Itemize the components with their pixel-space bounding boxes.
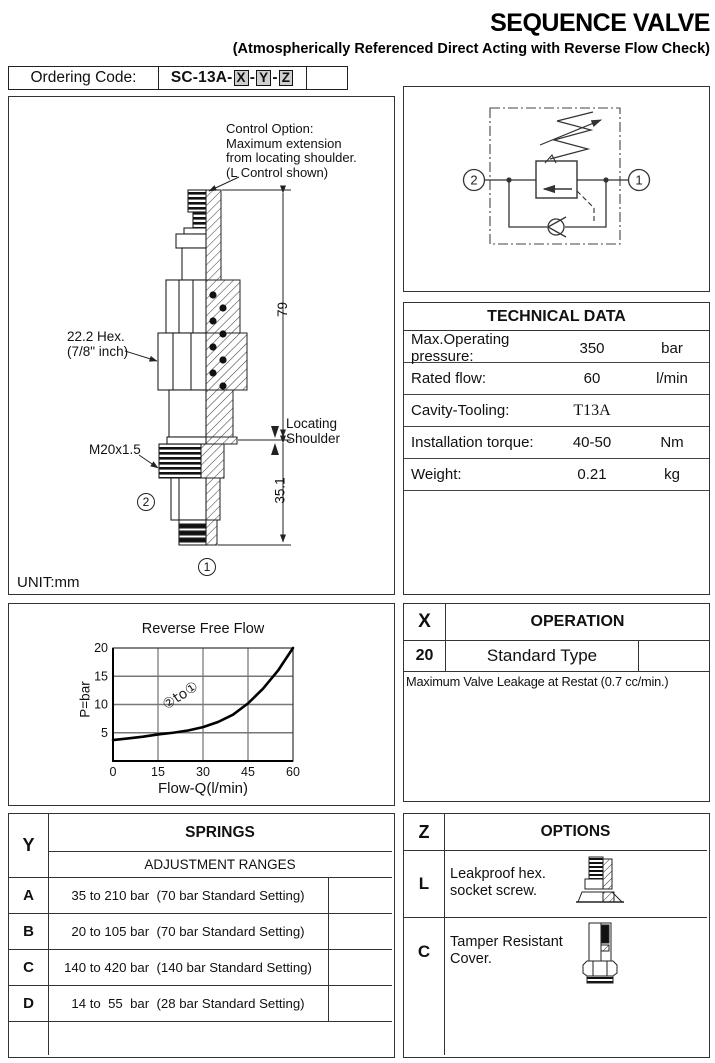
page-subtitle: (Atmospherically Referenced Direct Acting with Reverse Flow Check): [232, 41, 710, 57]
option-row-c-label: [450, 934, 563, 968]
hex-size-line1: 22.2 Hex.: [67, 329, 125, 344]
operation-row-empty-cell: [639, 641, 709, 671]
junction-dot-left: [506, 177, 511, 182]
tech-label: Cavity-Tooling:: [411, 402, 510, 419]
options-panel: [403, 813, 710, 1058]
springs-row-divider-4: [9, 1021, 392, 1022]
chart-title: Reverse Free Flow: [141, 621, 265, 637]
tech-row-torque: [404, 427, 709, 459]
locating-shoulder-label: [286, 417, 340, 446]
spring-symbol: [550, 112, 593, 159]
tech-unit: bar: [661, 339, 683, 357]
spring-row-b-code: B: [23, 922, 34, 940]
schematic-panel: [403, 86, 710, 292]
tech-value: 0.21: [577, 466, 607, 483]
operation-row-code: 20: [404, 641, 446, 671]
ordering-code-z: Z: [279, 70, 293, 86]
svg-text:15: 15: [94, 669, 108, 684]
control-note-line4: (L Control shown): [226, 164, 329, 180]
springs-subtitle: ADJUSTMENT RANGES: [144, 856, 296, 872]
tech-value: 40-50: [572, 434, 612, 451]
ordering-code-empty-cell: [307, 67, 347, 89]
operation-row-label: Standard Type: [446, 641, 639, 671]
tech-label: Installation torque:: [411, 434, 534, 451]
springs-title: SPRINGS: [185, 823, 255, 841]
svg-text:20: 20: [94, 641, 108, 655]
locating-line2: Shoulder: [286, 430, 341, 446]
options-title: OPTIONS: [540, 823, 611, 840]
page-title: SEQUENCE VALVE: [490, 9, 710, 37]
schematic-port-2-text: 2: [470, 172, 478, 188]
spring-row-a-label: 35 to 210 bar (70 bar Standard Setting): [71, 887, 305, 903]
valve-drawing-panel: [8, 96, 395, 595]
dim-79-label: 79: [275, 301, 291, 318]
hex-size-label: [67, 330, 128, 359]
springs-key: Y: [22, 835, 35, 855]
flow-chart-panel: [8, 603, 395, 806]
springs-empty-column-divider: [328, 877, 329, 1021]
adjustment-arrow: [540, 120, 601, 145]
chart-x-axis-label: Flow-Q(l/min): [158, 780, 248, 797]
option-l-line1: Leakproof hex.: [450, 866, 546, 882]
thread-size-label: M20x1.5: [89, 442, 141, 457]
dash-2: -: [272, 69, 278, 86]
svg-text:10: 10: [94, 697, 108, 712]
valve-body-square: [536, 161, 577, 198]
spring-row-c-label: 140 to 420 bar (140 bar Standard Setting): [64, 959, 312, 975]
tech-row-weight: [404, 459, 709, 491]
svg-text:30: 30: [196, 765, 210, 779]
check-valve-ball: [548, 219, 564, 235]
tech-value: 60: [583, 370, 601, 387]
leakproof-screw-icon: [572, 854, 630, 912]
tech-value: 350: [579, 339, 605, 357]
spring-row-a-code: A: [23, 886, 34, 904]
tech-unit: l/min: [656, 370, 688, 387]
option-l-line2: socket screw.: [450, 883, 538, 899]
option-row-l-label: [450, 866, 546, 900]
junction-dot-right: [603, 177, 608, 182]
tech-unit: kg: [664, 466, 680, 483]
schematic-port-1-text: 1: [635, 172, 643, 188]
svg-text:0: 0: [109, 765, 117, 779]
hex-size-line2: (7/8" inch): [67, 343, 129, 359]
control-note-line1: Control Option:: [226, 121, 314, 136]
check-valve-seat: [548, 217, 566, 237]
dash-1: -: [249, 69, 256, 86]
tech-label: Weight:: [411, 466, 462, 483]
spring-row-c-code: C: [23, 958, 34, 976]
ordering-code-label: Ordering Code:: [9, 67, 159, 89]
port-2-label: 2: [137, 493, 155, 511]
ordering-code-value: [159, 67, 307, 89]
svg-text:15: 15: [151, 765, 165, 779]
operation-panel: [403, 603, 710, 802]
control-note-line3: from locating shoulder.: [226, 150, 357, 165]
chart-curve-annotation: ②to①: [159, 678, 202, 714]
flow-lines: [485, 180, 628, 227]
operation-note: Maximum Valve Leakage at Restat (0.7 cc/min.): [406, 674, 669, 689]
locating-line1: Locating: [286, 416, 338, 431]
options-row-divider: [404, 917, 707, 918]
spring-row-d-code: D: [23, 994, 34, 1012]
options-key: Z: [418, 821, 430, 842]
svg-text:45: 45: [241, 765, 255, 779]
ordering-code-prefix: SC-13A-: [170, 69, 233, 86]
port-1-label: 1: [198, 558, 216, 576]
technical-data-panel: [403, 302, 710, 595]
operation-title: OPERATION: [530, 613, 625, 630]
spring-row-d-label: 14 to 55 bar (28 bar Standard Setting): [71, 995, 305, 1011]
ordering-code-table: [8, 66, 348, 90]
unit-label: UNIT:mm: [17, 574, 80, 591]
options-header-divider: [404, 850, 707, 851]
tech-row-flow: [404, 363, 709, 395]
tech-unit: Nm: [660, 434, 684, 451]
control-note-line2: Maximum extension: [226, 135, 342, 151]
springs-panel: [8, 813, 395, 1058]
svg-text:60: 60: [286, 765, 300, 779]
tech-label: Max.Operating pressure:: [411, 331, 510, 365]
tech-label: Rated flow:: [411, 370, 487, 387]
control-option-note: [226, 122, 357, 180]
option-c-line2: Cover.: [450, 951, 492, 967]
operation-row: [404, 641, 709, 672]
tech-row-cavity: [404, 395, 709, 427]
operation-key: X: [404, 604, 446, 640]
dim-35-label: 35.1: [272, 477, 288, 504]
option-c-line1: Tamper Resistant: [450, 934, 563, 950]
ordering-code-y: Y: [256, 70, 271, 86]
ordering-code-x: X: [234, 70, 249, 86]
svg-text:5: 5: [101, 725, 108, 740]
tamper-resistant-cover-icon: [576, 921, 628, 985]
spring-row-b-label: 20 to 105 bar (70 bar Standard Setting): [71, 923, 305, 939]
hydraulic-symbol: [404, 87, 708, 290]
pilot-line: [577, 191, 594, 223]
chart-y-axis-label: P=bar: [77, 681, 93, 718]
section-hatch-half: [201, 190, 247, 545]
option-row-c-code: C: [417, 942, 431, 961]
technical-data-title: TECHNICAL DATA: [404, 303, 709, 331]
tech-value: T13A: [573, 401, 611, 419]
operation-header: [404, 604, 709, 641]
option-row-l-code: L: [418, 873, 430, 893]
valve-outline-half: [158, 190, 206, 545]
tech-row-pressure: [404, 331, 709, 363]
